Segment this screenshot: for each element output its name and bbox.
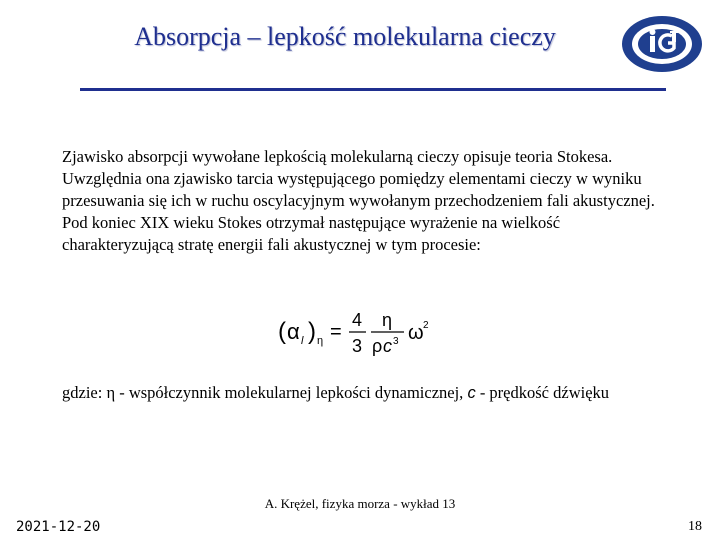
formula-omega-exp: 2 bbox=[423, 320, 429, 331]
formula-open-paren: ( bbox=[278, 318, 286, 345]
formula-alpha: α bbox=[287, 319, 300, 344]
definition-suffix: - prędkość dźwięku bbox=[475, 383, 610, 402]
slide-date: 2021-12-20 bbox=[16, 519, 101, 535]
university-logo-icon bbox=[620, 14, 704, 74]
slide-paragraph: Zjawisko absorpcji wywołane lepkością molekularną cieczy opisuje teoria Stokesa. Uwzględnia ona zjawisko tarcia występującego pomiędzy elementami cieczy w wyniku przesuwania się ich w ruchu oscylacyjnym wywołanym przechodzeniem fali akustycznej. Pod koniec XIX wieku Stokes otrzymał następujące wyrażenie na wielkość charakteryzującą stratę energii fali akustycznej w tym procesie: bbox=[62, 147, 655, 254]
formula-eta-subscript: η bbox=[317, 335, 324, 347]
formula-den-rho: ρ bbox=[372, 336, 383, 356]
footer-credit: A. Krężel, fizyka morza - wykład 13 bbox=[264, 496, 456, 511]
formula-subscript-l: l bbox=[301, 335, 304, 347]
stokes-formula bbox=[278, 306, 438, 360]
definition-prefix: gdzie: η - współczynnik molekularnej lepkości dynamicznej, bbox=[62, 383, 468, 402]
formula-den-c: c bbox=[383, 336, 392, 356]
formula-close-paren: ) bbox=[308, 318, 316, 345]
formula-equals: = bbox=[330, 321, 342, 343]
formula-omega: ω bbox=[408, 322, 424, 344]
variable-definition bbox=[62, 382, 672, 404]
slide-title: Absorpcja – lepkość molekularna cieczy bbox=[134, 22, 556, 51]
formula-den-coef: 3 bbox=[352, 336, 363, 356]
formula-num-eta: η bbox=[382, 310, 393, 330]
formula-den-exp: 3 bbox=[393, 336, 399, 347]
page-number: 18 bbox=[688, 519, 702, 534]
title-divider bbox=[80, 88, 666, 91]
formula-num-coef: 4 bbox=[352, 310, 363, 330]
definition-variable-c: c bbox=[467, 384, 476, 402]
